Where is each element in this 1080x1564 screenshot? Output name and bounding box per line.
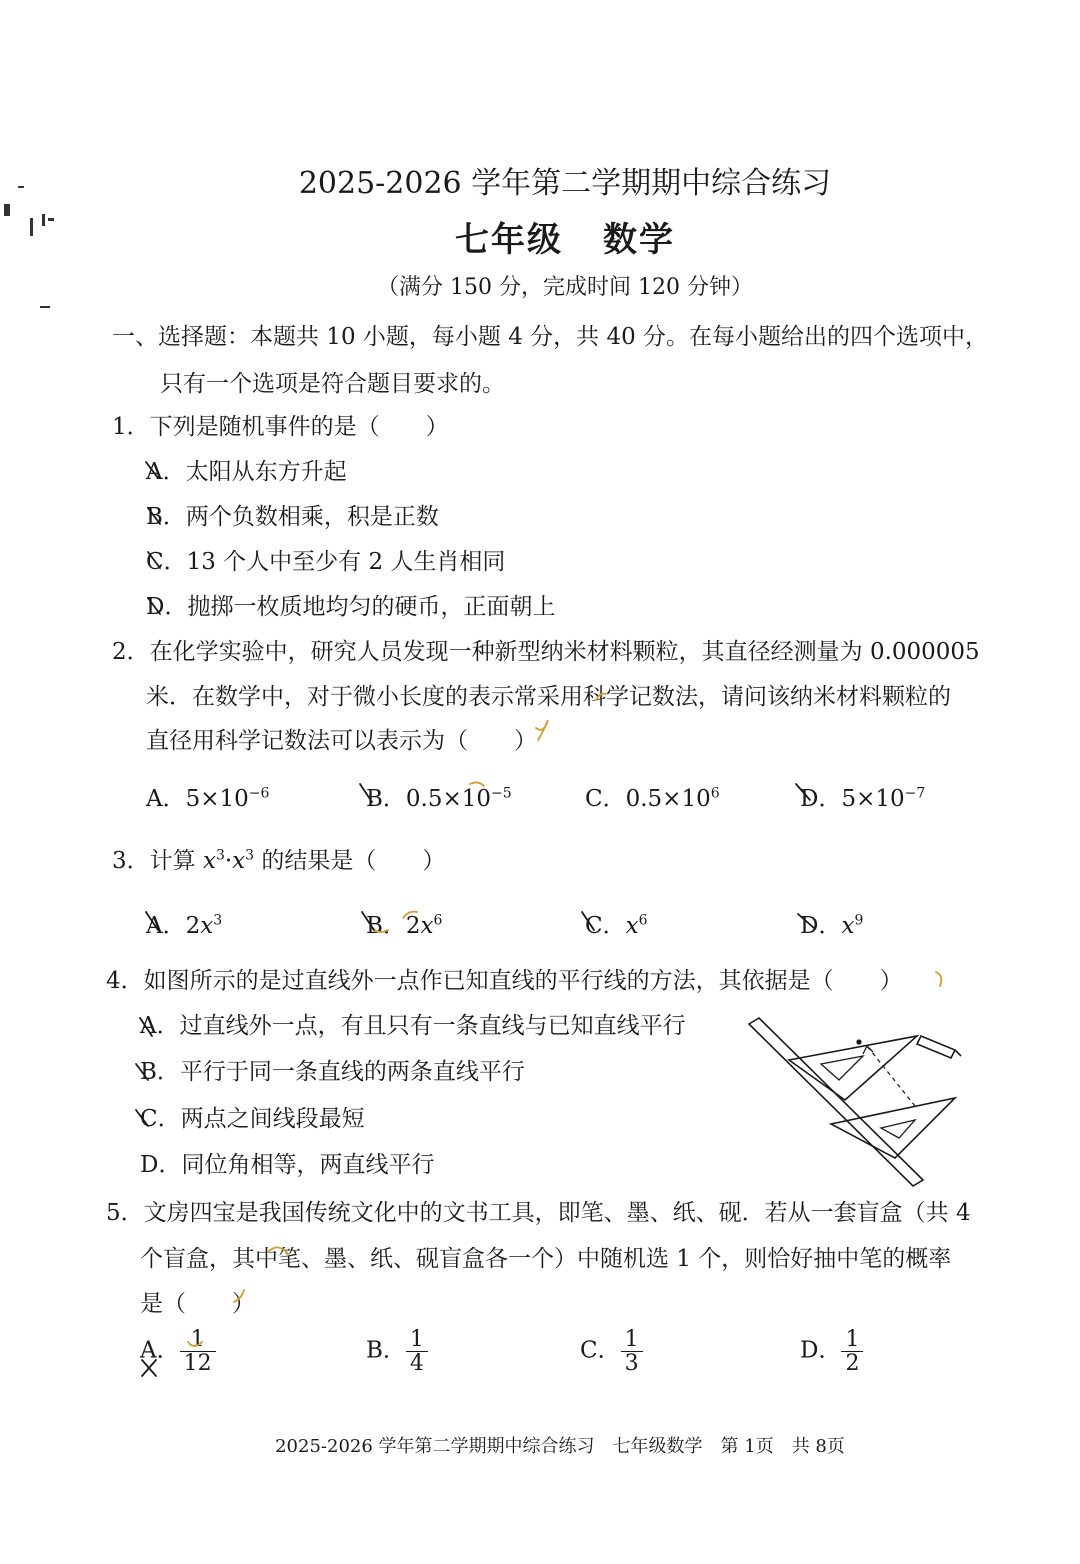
option-label: A． xyxy=(146,913,186,939)
pen-mark xyxy=(798,914,814,928)
fraction-denominator: 2 xyxy=(841,1351,863,1375)
pen-mark xyxy=(936,972,941,986)
option-label: A． xyxy=(140,1337,180,1364)
pen-mark xyxy=(403,912,417,918)
option-label: C． xyxy=(585,786,626,812)
q5-line2: 个盲盒，其中笔、墨、纸、砚盲盒各一个）中随机选 1 个，则恰好抽中笔的概率 xyxy=(140,1246,952,1272)
fraction-denominator: 3 xyxy=(621,1351,643,1375)
option-var: x xyxy=(420,913,434,939)
score-info: （满分 150 分，完成时间 120 分钟） xyxy=(377,275,753,300)
pen-mark xyxy=(360,784,372,802)
q3-exp: 3 xyxy=(215,847,225,864)
q4-option-b: B．平行于同一条直线的两条直线平行 xyxy=(140,1059,525,1085)
q1-option-c: C．13 个人中至少有 2 人生肖相同 xyxy=(146,549,506,575)
q5-line1: 5．文房四宝是我国传统文化中的文书工具，即笔、墨、纸、砚．若从一套盲盒（共 4 xyxy=(106,1200,971,1226)
pen-mark xyxy=(148,598,160,614)
pen-mark xyxy=(536,720,548,740)
pen-mark xyxy=(470,782,484,786)
pen-mark xyxy=(582,912,594,930)
option-var: x xyxy=(841,913,855,939)
q3-var: x xyxy=(202,848,216,874)
option-var: x xyxy=(200,913,214,939)
q4-option-a: A．过直线外一点，有且只有一条直线与已知直线平行 xyxy=(140,1013,686,1039)
option-label: B． xyxy=(366,786,406,812)
fraction-denominator: 4 xyxy=(406,1351,428,1375)
section-heading-cont: 只有一个选项是符合题目要求的。 xyxy=(160,371,505,397)
option-exp: 3 xyxy=(213,912,223,929)
option-coef: 2 xyxy=(185,913,201,939)
pen-mark xyxy=(148,552,160,568)
q3-stem-pre: 3．计算 xyxy=(112,848,203,874)
pen-mark xyxy=(136,1064,148,1080)
q1-option-a: A．太阳从东方升起 xyxy=(146,459,347,485)
q1-stem: 1．下列是随机事件的是（ ） xyxy=(112,414,449,440)
section-heading: 一、选择题：本题共 10 小题，每小题 4 分，共 40 分。在每小题给出的四个选项中， xyxy=(112,324,989,350)
pen-mark xyxy=(146,912,158,930)
q2-line3: 直径用科学记数法可以表示为（ ） xyxy=(146,728,537,754)
q3-stem-post: 的结果是（ ） xyxy=(254,848,446,874)
q2-line1: 2．在化学实验中，研究人员发现一种新型纳米材料颗粒，其直径经测量为 0.000005 xyxy=(112,639,980,665)
fraction-numerator: 1 xyxy=(845,1327,860,1352)
q2-line2: 米．在数学中，对于微小长度的表示常采用科学记数法，请问该纳米材料颗粒的 xyxy=(146,684,951,710)
q3-exp: 3 xyxy=(245,847,255,864)
option-label: C． xyxy=(580,1337,621,1364)
pen-mark xyxy=(148,508,160,524)
option-base: 0.5×10 xyxy=(625,786,711,812)
exam-title: 2025-2026 学年第二学期期中综合练习 xyxy=(298,166,832,201)
option-label: D． xyxy=(800,1337,842,1364)
option-exp: −5 xyxy=(491,785,512,802)
option-exp: −7 xyxy=(904,785,926,802)
pen-mark xyxy=(146,462,158,478)
option-exp: 6 xyxy=(433,912,443,929)
option-label: C． xyxy=(585,913,626,939)
option-label: B． xyxy=(366,1337,406,1364)
pen-mark xyxy=(362,912,374,930)
q1-option-d: D．抛掷一枚质地均匀的硬币，正面朝上 xyxy=(146,594,556,620)
option-coef: 2 xyxy=(405,913,421,939)
option-exp: 9 xyxy=(854,912,864,929)
q4-option-d: D．同位角相等，两直线平行 xyxy=(140,1152,435,1178)
q4-stem: 4．如图所示的是过直线外一点作已知直线的平行线的方法，其依据是（ ） xyxy=(106,968,903,994)
q3-var: x xyxy=(232,848,246,874)
option-label: D． xyxy=(800,786,842,812)
page-footer: 2025-2026 学年第二学期期中综合练习 七年级数学 第 1页 共 8页 xyxy=(275,1436,845,1457)
pen-mark xyxy=(796,784,810,800)
q5-line3: 是（ ） xyxy=(140,1291,255,1317)
pen-mark xyxy=(136,1110,148,1126)
option-label: D． xyxy=(800,913,842,939)
fraction-numerator: 1 xyxy=(409,1327,424,1352)
pen-mark xyxy=(140,1018,152,1036)
option-label: A． xyxy=(146,786,186,812)
pen-mark xyxy=(188,1342,202,1346)
pen-mark xyxy=(142,1360,156,1376)
grade: 七年级 xyxy=(455,220,563,260)
pen-mark xyxy=(596,694,606,700)
q4-option-c: C．两点之间线段最短 xyxy=(140,1106,365,1132)
option-base: 0.5×10 xyxy=(405,786,492,812)
subject: 数学 xyxy=(603,220,675,260)
q3-dot: · xyxy=(224,848,233,874)
fraction-numerator: 1 xyxy=(190,1327,205,1352)
option-base: 5×10 xyxy=(841,786,905,812)
fraction-denominator: 12 xyxy=(180,1351,216,1375)
option-label: B． xyxy=(366,913,406,939)
pen-mark xyxy=(234,1290,244,1302)
option-exp: 6 xyxy=(710,785,720,802)
option-exp: −6 xyxy=(248,785,270,802)
pen-mark xyxy=(268,1247,288,1254)
fraction-numerator: 1 xyxy=(624,1327,639,1352)
option-base: 5×10 xyxy=(185,786,249,812)
option-var: x xyxy=(625,913,639,939)
q1-option-b: B．两个负数相乘，积是正数 xyxy=(146,504,439,530)
option-exp: 6 xyxy=(638,912,648,929)
